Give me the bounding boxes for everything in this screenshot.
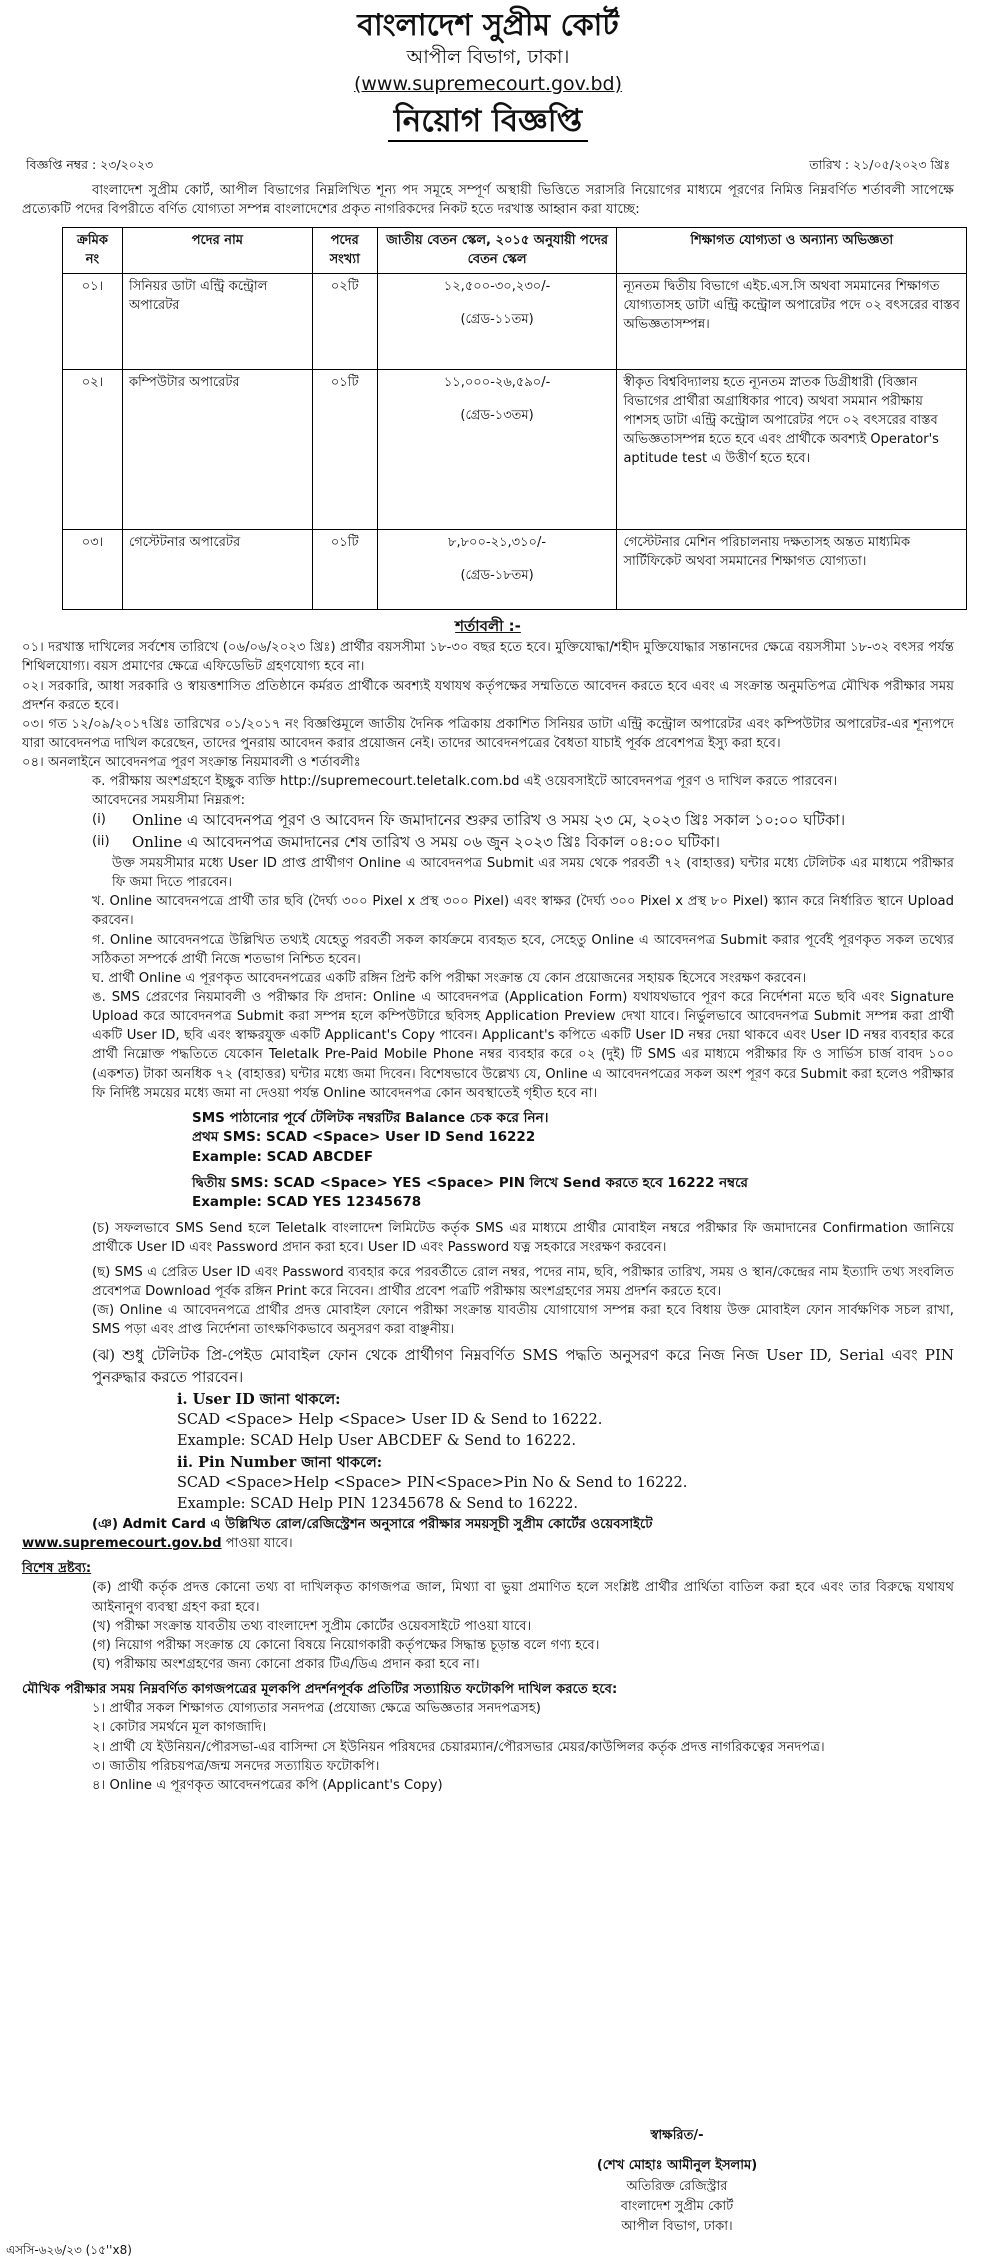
memo-number: বিজ্ঞপ্তি নম্বর : ২৩/২০২৩ [26, 157, 154, 173]
condition-4jh: (ঝ) শুধু টেলিটক প্রি-পেইড মোবাইল ফোন থেকে প্রার্থীগণ নিম্নবর্ণিত SMS পদ্ধতি অনুসরণ করে নিজ নিজ User ID, Serial এবং PIN পুনরুদ্ধার করতে পারবেন। [92, 1346, 954, 1387]
pay-grade: (গ্রেড-১১তম) [460, 312, 534, 328]
pay-scale: ১১,০০০-২৬,৫৯০/- [443, 375, 551, 391]
cell-pay [377, 274, 617, 370]
cell-pay [377, 530, 617, 610]
user-id-example: Example: SCAD Help User ABCDEF & Send to 16222. [177, 1433, 576, 1449]
timeline-marker: (ii) [92, 834, 110, 850]
condition-4j: (জ) Online এ আবেদনপত্রে প্রার্থীর প্রদত্ত মোবাইল ফোনে পরীক্ষা সংক্রান্ত যাবতীয় যোগাযোগ সম্পন্ন করা হবে বিধায় উক্ত মোবাইল ফোন সার্বক্ষণিক সচল রাখা, SMS পড়া এবং প্রাপ্ত নির্দেশনা তাৎক্ষণিকভাবে অনুসরণ করা বাঞ্ছনীয়। [92, 1303, 954, 1338]
condition-4b: খ. Online আবেদনপত্রে প্রার্থী তার ছবি (দৈর্ঘ্য ৩০০ Pixel x প্রস্থ ৩০০ Pixel) এবং স্বাক্ষর (দৈর্ঘ্য ৩০০ Pixel x প্রস্থ ৮০ Pixel) স্ক্যান করে নির্ধারিত স্থানে Upload করবেন। [92, 894, 954, 929]
col-header-serial: ক্রমিক নং [63, 227, 123, 274]
signatory-division: আপীল বিভাগ, ঢাকা। [621, 2218, 733, 2234]
sms-second-example: Example: SCAD YES 12345678 [192, 1194, 422, 1211]
pin-example: Example: SCAD Help PIN 12345678 & Send to 16222. [177, 1496, 578, 1513]
viva-doc-3: ২। প্রার্থী যে ইউনিয়ন/পৌরসভা-এর বাসিন্দা সে ইউনিয়ন পরিষদের চেয়ারম্যান/পৌরসভার মেয়র/কাউন্সিলর কর্তৃক প্রদত্ত নাগরিকত্বের সনদপত্র। [92, 1739, 825, 1755]
pay-grade: (গ্রেড-১৩তম) [460, 408, 534, 424]
cell-qualification: গেস্টেটনার মেশিন পরিচালনায় দক্ষতাসহ অন্তত মাধ্যমিক সার্টিফিকেট অথবা সমমানের শিক্ষাগত যোগ্যতা। [617, 530, 967, 610]
cell-post-name: কম্পিউটার অপারেটর [122, 370, 312, 530]
condition-4c: গ. Online আবেদনপত্রে উল্লিখিত তথ্যই যেহেতু পরবর্তী সকল কার্যক্রমে ব্যবহৃত হবে, সেহেতু Online এ আবেদনপত্র Submit করার পূর্বেই পূরণকৃত সকল তথ্যের সঠিকতা সম্পর্কে প্রার্থী নিজে শতভাগ নিশ্চিত হবেন। [92, 932, 954, 967]
condition-4a: ক. পরীক্ষায় অংশগ্রহণে ইচ্ছুক ব্যক্তি http://supremecourt.teletalk.com.bd এই ওয়েবসাইটে আবেদনপত্র পূরণ ও দাখিল করতে পারবেন। [92, 774, 838, 790]
cell-serial: ০১। [63, 274, 123, 370]
posts-table [62, 227, 967, 611]
viva-doc-4: ৩। জাতীয় পরিচয়পত্র/জন্ম সনদের সত্যায়িত ফটোকপি। [92, 1758, 380, 1774]
condition-4d: ঘ. প্রার্থী Online এ পূরণকৃত আবেদনপত্রের একটি রঙ্গিন প্রিন্ট কপি পরীক্ষা সংক্রান্ত যে কোন প্রয়োজনের সহায়ক হিসেবে সংরক্ষণ করবেন। [92, 970, 807, 986]
condition-1: ০১। দরখাস্ত দাখিলের সর্বশেষ তারিখে (০৬/০৬/২০২৩ খ্রিঃ) প্রার্থীর বয়সসীমা ১৮-৩০ বছর হতে হবে। মুক্তিযোদ্ধা/শহীদ মুক্তিযোদ্ধার সন্তানদের ক্ষেত্রে বয়সসীমা ১৮-৩২ বৎসর পর্যন্ত শিথিলযোগ্য। বয়স প্রমাণের ক্ষেত্রে এফিডেভিট গ্রহণযোগ্য হবে না। [22, 640, 954, 675]
cell-count: ০১টি [312, 530, 377, 610]
signature-block [532, 2126, 822, 2237]
notice-title: নিয়োগ বিজ্ঞপ্তি [388, 103, 588, 142]
condition-4chh: (ছ) SMS এ প্রেরিত User ID এবং Password ব্যবহার করে পরবর্তীতে রোল নম্বর, পদের নাম, ছবি, পরীক্ষার তারিখ, সময় ও স্থান/কেন্দ্রের নাম ইত্যাদি তথ্য সংবলিত প্রবেশপত্র Download পূর্বক রঙ্গিন Print করে নিবেন। প্রার্থীর প্রবেশ পত্রটি পরীক্ষায় অংশগ্রহণের সময় প্রদর্শন করতে হবে। [92, 1264, 954, 1300]
cell-post-name: সিনিয়র ডাটা এন্ট্রি কন্ট্রোল অপারেটর [122, 274, 312, 370]
table-row [63, 370, 967, 530]
col-header-qualification: শিক্ষাগত যোগ্যতা ও অন্যান্য অভিজ্ঞতা [617, 227, 967, 274]
special-note-title: বিশেষ দ্রষ্টব্য: [22, 1561, 92, 1577]
col-header-pay: জাতীয় বেতন স্কেল, ২০১৫ অনুযায়ী পদের বেতন স্কেল [377, 227, 617, 274]
condition-4ch: (চ) সফলভাবে SMS Send হলে Teletalk বাংলাদেশ লিমিটেড কর্তৃক SMS এর মাধ্যমে প্রার্থীর মোবাইল নম্বরে পরীক্ষার ফি জমাদানের Confirmation জানিয়ে প্রার্থীকে User ID এবং Password প্রদান করা হবে। User ID এবং Password যত্ন সহকারে সংরক্ষণ করবেন। [92, 1220, 954, 1255]
header [22, 0, 954, 142]
pay-scale: ৮,৮০০-২১,৩১০/- [448, 535, 547, 551]
viva-doc-1: ১। প্রার্থীর সকল শিক্ষাগত যোগ্যতার সনদপত্র (প্রযোজ্য ক্ষেত্রে অভিজ্ঞতার সনদপত্রসহ) [92, 1701, 541, 1717]
cell-pay [377, 370, 617, 530]
schedule-website-line [22, 1534, 954, 1553]
col-header-count: পদের সংখ্যা [312, 227, 377, 274]
cell-serial: ০৩। [63, 530, 123, 610]
table-row [63, 274, 967, 370]
signatory-name: (শেখ মোহাঃ আমীনুল ইসলাম) [596, 2158, 758, 2174]
sms-balance-check: SMS পাঠানোর পূর্বে টেলিটক নম্বরটির Balance চেক করে নিন। [192, 1109, 549, 1126]
cell-count: ০২টি [312, 274, 377, 370]
viva-documents-title: মৌখিক পরীক্ষার সময় নিম্নবর্ণিত কাগজপত্রের মূলকপি প্রদর্শনপূর্বক প্রতিটির সত্যায়িত ফটোকপি দাখিল করতে হবে: [22, 1682, 618, 1698]
timeline-marker: (i) [92, 812, 106, 828]
cell-qualification: স্বীকৃত বিশ্ববিদ্যালয় হতে ন্যূনতম স্নাতক ডিগ্রীধারী (বিজ্ঞান বিভাগের প্রার্থীরা অগ্রাধিকার পাবে) অথবা সমমান পরীক্ষায় পাশসহ ডাটা এন্ট্রি কন্ট্রোল অপারেটর পদে ০২ বৎসরের বাস্তব অভিজ্ঞতাসম্পন্ন হতে হবে এবং প্রার্থীকে অবশ্যই Operator's aptitude test এ উত্তীর্ণ হতে হবে। [617, 370, 967, 530]
notice-date: তারিখ : ২১/০৫/২০২৩ খ্রিঃ [809, 157, 950, 173]
special-note-gha: (ঘ) পরীক্ষায় অংশগ্রহণের জন্য কোনো প্রকার টিএ/ডিএ প্রদান করা হবে না। [92, 1657, 480, 1673]
timeline-item-2 [22, 832, 954, 854]
meta-line [22, 156, 954, 174]
timeline-text: Online এ আবেদনপত্র পূরণ ও আবেদন ফি জমাদানের শুরুর তারিখ ও সময় ২৩ মে, ২০২৩ খ্রিঃ সকাল ১০:০০ ঘটিকা। [132, 811, 846, 830]
court-title: বাংলাদেশ সুপ্রীম কোর্ট [357, 8, 619, 43]
pin-command: SCAD <Space>Help <Space> PIN<Space>Pin No & Send to 16222. [177, 1475, 688, 1492]
intro-paragraph: বাংলাদেশ সুপ্রীম কোর্ট, আপীল বিভাগের নিম্নলিখিত শূন্য পদ সমূহে সম্পূর্ণ অস্থায়ী ভিত্তিতে সরাসরি নিয়োগের মাধ্যমে পূরণের নিমিত্ত নিম্নবর্ণিত শর্তাবলী সাপেক্ষে প্রত্যেকটি পদের বিপরীতে বর্ণিত যোগ্যতা সম্পন্ন বাংলাদেশের প্রকৃত নাগরিকদের নিকট হতে দরখাস্ত আহ্বান করা যাচ্ছে: [22, 182, 954, 217]
cell-post-name: গেস্টেটনার অপারেটর [122, 530, 312, 610]
fee-deadline-note: উক্ত সময়সীমার মধ্যে User ID প্রাপ্ত প্রার্থীগণ Online এ আবেদনপত্র Submit এর সময় থেকে পরবর্তী ৭২ (বাহাত্তর) ঘন্টার মধ্যে টেলিটক এর মাধ্যমে পরীক্ষার ফি জমা দিতে পারবেন। [112, 855, 954, 891]
conditions-title: শর্তাবলী :- [455, 617, 521, 636]
user-id-heading: i. User ID জানা থাকলে: [177, 1390, 341, 1408]
sms-first: প্রথম SMS: SCAD <Space> User ID Send 16222 [192, 1129, 536, 1146]
col-header-post: পদের নাম [122, 227, 312, 274]
special-note-kha: (খ) পরীক্ষা সংক্রান্ত যাবতীয় তথ্য বাংলাদেশ সুপ্রীম কোর্টের ওয়েবসাইটে পাওয়া যাবে। [92, 1618, 532, 1634]
sms-first-example: Example: SCAD ABCDEF [192, 1148, 373, 1165]
signatory-org: বাংলাদেশ সুপ্রীম কোর্ট [620, 2198, 734, 2214]
website-link[interactable]: (www.supremecourt.gov.bd) [353, 72, 623, 95]
viva-doc-2: ২। কোটার সমর্থনে মূল কাগজাদি। [92, 1720, 267, 1736]
special-note-ka: (ক) প্রার্থী কর্তৃক প্রদত্ত কোনো তথ্য বা দাখিলকৃত কাগজপত্র জাল, মিথ্যা বা ভুয়া প্রমাণিত হলে সংশ্লিষ্ট প্রার্থীর প্রার্থিতা বাতিল করা হবে এবং তার বিরুদ্ধে যথাযথ আইনানুগ ব্যবস্থা গ্রহণ করা হবে। [92, 1580, 954, 1615]
pin-heading: ii. Pin Number জানা থাকলে: [177, 1454, 383, 1472]
timeline-text: Online এ আবেদনপত্র জমাদানের শেষ তারিখ ও সময় ০৬ জুন ২০২৩ খ্রিঃ বিকাল ০৪:০০ ঘটিকা। [132, 833, 721, 852]
schedule-website-link[interactable]: www.supremecourt.gov.bd [22, 1536, 222, 1552]
cell-count: ০১টি [312, 370, 377, 530]
condition-3: ০৩। গত ১২/০৯/২০১৭খ্রিঃ তারিখের ০১/২০১৭ নং বিজ্ঞপ্তিমূলে জাতীয় দৈনিক পত্রিকায় প্রকাশিত সিনিয়র ডাটা এন্ট্রি কন্ট্রোল অপারেটর এবং কম্পিউটার অপারেটর-এর শূন্যপদে যারা আবেদনপত্র দাখিল করেছেন, তাদের পুনরায় আবেদন করার প্রয়োজন নেই। তাদের আবেদনপত্রের বৈধতা যাচাই পূর্বক প্রবেশপত্র ইস্যু করা হবে। [22, 716, 954, 751]
cell-serial: ০২। [63, 370, 123, 530]
viva-doc-5: ৪। Online এ পূরণকৃত আবেদনপত্রের কপি (Applicant's Copy) [92, 1777, 443, 1793]
signed-label: স্বাক্ষরিত/- [650, 2128, 704, 2144]
timeline-item-1 [22, 810, 954, 832]
pay-grade: (গ্রেড-১৮তম) [460, 568, 534, 584]
schedule-website-tail: পাওয়া যাবে। [225, 1536, 293, 1552]
sms-second: দ্বিতীয় SMS: SCAD <Space> YES <Space> PIN লিখে Send করতে হবে 16222 নম্বরে [192, 1174, 748, 1191]
pay-scale: ১২,৫০০-৩০,২৩০/- [443, 279, 551, 295]
condition-4e: ঙ. SMS প্রেরণের নিয়মাবলী ও পরীক্ষার ফি প্রদান: Online এ আবেদনপত্র (Application Form) যথাযথভাবে পূরণ করে নির্দেশনা মতে ছবি এবং Signature Upload করে আবেদনপত্র Submit করা সম্পন্ন হলে কম্পিউটারে ছবিসহ Application Preview দেখা যাবে। নির্ভুলভাবে আবেদনপত্র Submit সম্পন্ন করা প্রার্থী একটি User ID, ছবি এবং স্বাক্ষরযুক্ত একটি Applicant's Copy পাবেন। Applicant's কপিতে একটি User ID নম্বর দেয়া থাকবে এবং User ID নম্বর ব্যবহার করে প্রার্থী নিম্নোক্ত পদ্ধতিতে যেকোন Teletalk Pre-Paid Mobile Phone নম্বর ব্যবহার করে ০২ (দুই) টি SMS এর মাধ্যমে পরীক্ষার ফি ও সার্ভিস চার্জ বাবদ ১০০ (একশত) টাকা অনধিক ৭২ (বাহাত্তর) ঘন্টার মধ্যে জমা দিবেন। বিশেষভাবে উল্লেখ্য যে, Online এ আবেদনপত্রের সকল অংশ পূরণ করে Submit করা হলেও পরীক্ষার ফি নির্দিষ্ট সময়ের মধ্যে জমা না দেওয়া পর্যন্ত Online আবেদনপত্র কোন অবস্থাতেই গৃহীত হবে না। [92, 989, 954, 1101]
user-id-command: SCAD <Space> Help <Space> User ID & Send to 16222. [177, 1411, 603, 1428]
sms-instructions [22, 1109, 954, 1213]
timeline-label: আবেদনের সময়সীমা নিম্নরূপ: [92, 793, 246, 809]
table-header-row [63, 227, 967, 274]
user-id-recovery [22, 1389, 954, 1515]
division-subtitle: আপীল বিভাগ, ঢাকা। [406, 46, 570, 68]
cell-qualification: ন্যূনতম দ্বিতীয় বিভাগে এইচ.এস.সি অথবা সমমানের শিক্ষাগত যোগ্যতাসহ ডাটা এন্ট্রি কন্ট্রোল অপারেটর পদে ০২ বৎসরের বাস্তব অভিজ্ঞতাসম্পন্ন। [617, 274, 967, 370]
table-row [63, 530, 967, 610]
signatory-designation: অতিরিক্ত রেজিস্ট্রার [626, 2178, 728, 2194]
condition-4-title: ০৪। অনলাইনে আবেদনপত্র পূরণ সংক্রান্ত নিয়মাবলী ও শর্তাবলীঃ [22, 755, 361, 771]
condition-2: ০২। সরকারি, আধা সরকারি ও স্বায়ত্তশাসিত প্রতিষ্ঠানে কর্মরত প্রার্থীকে অবশ্যই যথাযথ কর্তৃপক্ষের সম্মতিতে আবেদন করতে হবে এবং এ সংক্রান্ত অনুমতিপত্র মৌখিক পরীক্ষার সময় প্রদর্শন করতে হবে। [22, 678, 954, 713]
footer-code: এসসি-৬২৬/২৩ (১৫''x8) [6, 2242, 132, 2257]
special-note-ga: (গ) নিয়োগ পরীক্ষা সংক্রান্ত যে কোনো বিষয়ে নিয়োগকারী কর্তৃপক্ষের সিদ্ধান্ত চূড়ান্ত বলে গণ্য হবে। [92, 1637, 600, 1653]
condition-4n: (ঞ) Admit Card এ উল্লিখিত রোল/রেজিস্ট্রেশন অনুসারে পরীক্ষার সময়সূচী সুপ্রীম কোর্টের ওয়েবসাইটে [92, 1517, 653, 1533]
